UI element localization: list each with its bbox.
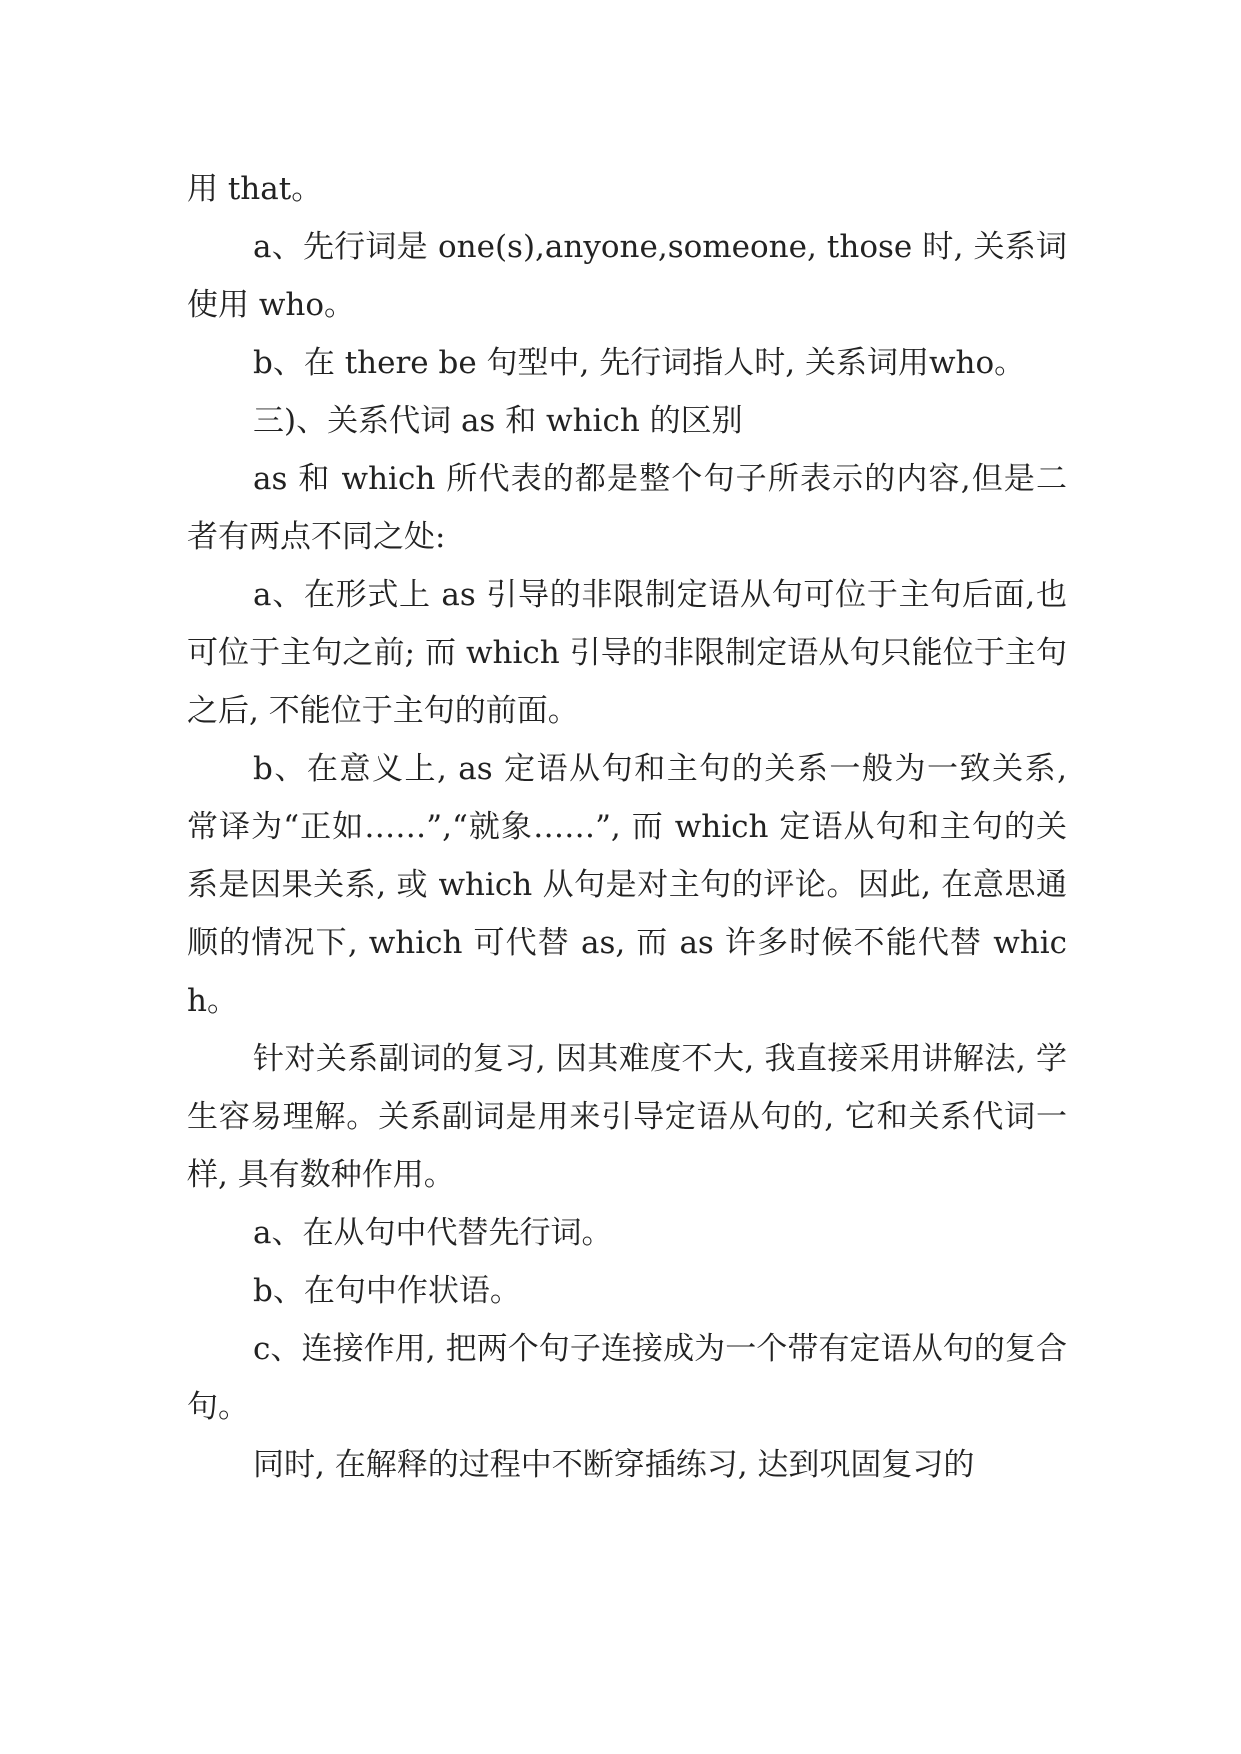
paragraph-12: 同时, 在解释的过程中不断穿插练习, 达到巩固复习的 (253, 1447, 975, 1483)
paragraph-6: a、在形式上 as 引导的非限制定语从句可位于主句后面,也可位于主句之前; 而 which 引导的非限制定语从句只能位于主句之后, 不能位于主句的前面。 (187, 577, 1067, 729)
paragraph-3: b、在 there be 句型中, 先行词指人时, 关系词用who。 (253, 345, 1026, 381)
paragraph-11: c、连接作用, 把两个句子连接成为一个带有定语从句的复合句。 (187, 1331, 1067, 1425)
paragraph-10: b、在句中作状语。 (253, 1273, 521, 1309)
paragraph-1: 用 that。 (187, 171, 323, 207)
document-body (187, 160, 1067, 1494)
paragraph-9: a、在从句中代替先行词。 (253, 1215, 613, 1251)
paragraph-7: b、在意义上, as 定语从句和主句的关系一般为一致关系, 常译为“正如……”,“就象……”, 而 which 定语从句和主句的关系是因果关系, 或 which 从句是对主句的评论。因此, 在意思通顺的情况下, which 可代替 as, 而 as 许多时候不能代替 which。 (187, 751, 1067, 1019)
paragraph-8: 针对关系副词的复习, 因其难度不大, 我直接采用讲解法, 学生容易理解。关系副词是用来引导定语从句的, 它和关系代词一样, 具有数种作用。 (187, 1041, 1067, 1193)
section-heading: 三)、关系代词 as 和 which 的区别 (253, 403, 743, 439)
paragraph-5: as 和 which 所代表的都是整个句子所表示的内容,但是二者有两点不同之处: (187, 461, 1067, 555)
paragraph-2: a、先行词是 one(s),anyone,someone, those 时, 关系词使用 who。 (187, 229, 1067, 323)
